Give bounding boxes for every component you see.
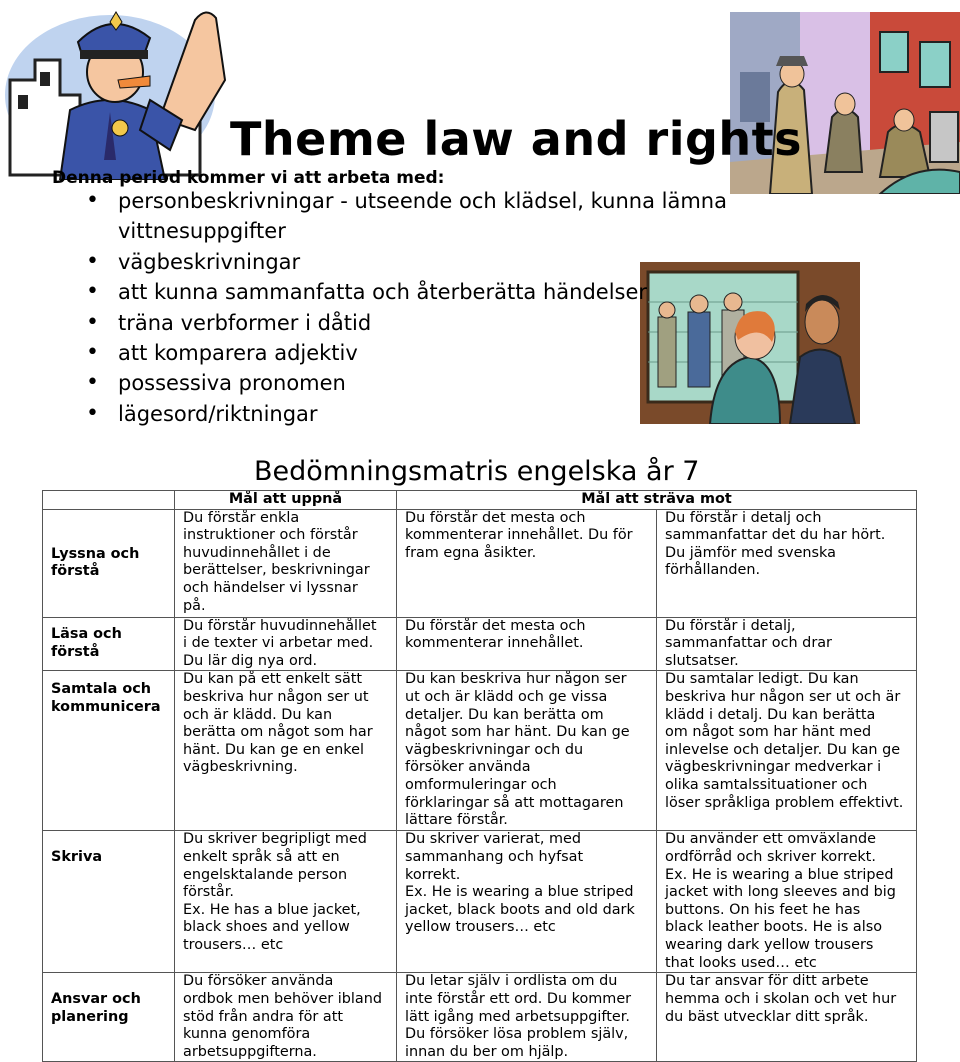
list-item: • att kunna sammanfatta och återberätta händelser bbox=[80, 277, 727, 307]
strive-cell: Du tar ansvar för ditt arbete hemma och i skolan och vet hur du bäst utvecklar ditt språk. bbox=[657, 973, 917, 1062]
strive-cell: Du kan beskriva hur någon ser ut och är klädd och ge vissa detaljer. Du kan berätta om något som har hänt. Du kan ge vägbeskrivningar och du försöker använda omformuleringar och förklaringar så att mottagaren lättare förstår. bbox=[397, 671, 657, 831]
strive-cell: Du samtalar ledigt. Du kan beskriva hur någon ser ut och är klädd i detalj. Du kan berätta om något som har hänt med inlevelse och detaljer. Du kan ge vägbeskrivningar medverkar i olika samtalssituationer och löser språkliga problem effektivt. bbox=[657, 671, 917, 831]
list-item: • vägbeskrivningar bbox=[80, 247, 727, 277]
strive-cell: Du förstår i detalj och sammanfattar det du har hört. Du jämför med svenska förhållanden. bbox=[657, 509, 917, 617]
detectives-street-clipart bbox=[730, 12, 960, 194]
goal-cell: Du kan på ett enkelt sätt beskriva hur någon ser ut och är klädd. Du kan berätta om något som har hänt. Du kan ge en enkel vägbeskrivning. bbox=[175, 671, 397, 831]
header-strive: Mål att sträva mot bbox=[397, 491, 917, 510]
list-item-continuation: vittnesuppgifter bbox=[118, 219, 286, 244]
strive-cell: Du förstår det mesta och kommenterar innehållet. Du för fram egna åsikter. bbox=[397, 509, 657, 617]
header-goal: Mål att uppnå bbox=[175, 491, 397, 510]
list-item: • träna verbformer i dåtid bbox=[80, 308, 727, 338]
assessment-matrix bbox=[42, 490, 916, 1060]
row-label: Lyssna och förstå bbox=[43, 509, 175, 617]
strive-cell: Du använder ett omväxlande ordförråd och skriver korrekt. Ex. He is wearing a blue striped jacket with long sleeves and big buttons. On his feet he has black leather boots. He is also wearing dark yellow trousers that looks used… etc bbox=[657, 831, 917, 973]
table-row bbox=[43, 973, 917, 1062]
table-row bbox=[43, 617, 917, 671]
table-row bbox=[43, 671, 917, 831]
topic-list bbox=[80, 186, 727, 429]
strive-cell: Du skriver varierat, med sammanhang och hyfsat korrekt. Ex. He is wearing a blue striped jacket, black boots and old dark yellow trousers… etc bbox=[397, 831, 657, 973]
row-label: Läsa och förstå bbox=[43, 617, 175, 671]
list-item: • personbeskrivningar - utseende och klädsel, kunna lämna bbox=[80, 186, 727, 216]
goal-cell: Du skriver begripligt med enkelt språk så att en engelsktalande person förstår. Ex. He has a blue jacket, black shoes and yellow trousers… etc bbox=[175, 831, 397, 973]
matrix-title: Bedömningsmatris engelska år 7 bbox=[254, 456, 700, 487]
table-row bbox=[43, 509, 917, 617]
row-label: Skriva bbox=[43, 831, 175, 973]
goal-cell: Du förstår enkla instruktioner och förstår huvudinnehållet i de berättelser, beskrivningar och händelser vi lyssnar på. bbox=[175, 509, 397, 617]
table-row bbox=[43, 831, 917, 973]
list-item: • lägesord/riktningar bbox=[80, 399, 727, 429]
row-label: Samtala och kommunicera bbox=[43, 671, 175, 831]
list-item: • possessiva pronomen bbox=[80, 368, 727, 398]
police-officer-clipart bbox=[0, 0, 240, 180]
intro-text: Denna period kommer vi att arbeta med: bbox=[52, 168, 445, 188]
goal-cell: Du försöker använda ordbok men behöver ibland stöd från andra för att kunna genomföra arbetsuppgifterna. bbox=[175, 973, 397, 1062]
row-label: Ansvar och planering bbox=[43, 973, 175, 1062]
strive-cell: Du letar själv i ordlista om du inte förstår ett ord. Du kommer lätt igång med arbetsuppgifter. Du försöker lösa problem själv, innan du ber om hjälp. bbox=[397, 973, 657, 1062]
strive-cell: Du förstår i detalj, sammanfattar och drar slutsatser. bbox=[657, 617, 917, 671]
list-item: • att komparera adjektiv bbox=[80, 338, 727, 368]
strive-cell: Du förstår det mesta och kommenterar innehållet. bbox=[397, 617, 657, 671]
header-empty bbox=[43, 491, 175, 510]
goal-cell: Du förstår huvudinnehållet i de texter vi arbetar med. Du lär dig nya ord. bbox=[175, 617, 397, 671]
page-title: Theme law and rights bbox=[230, 112, 803, 166]
